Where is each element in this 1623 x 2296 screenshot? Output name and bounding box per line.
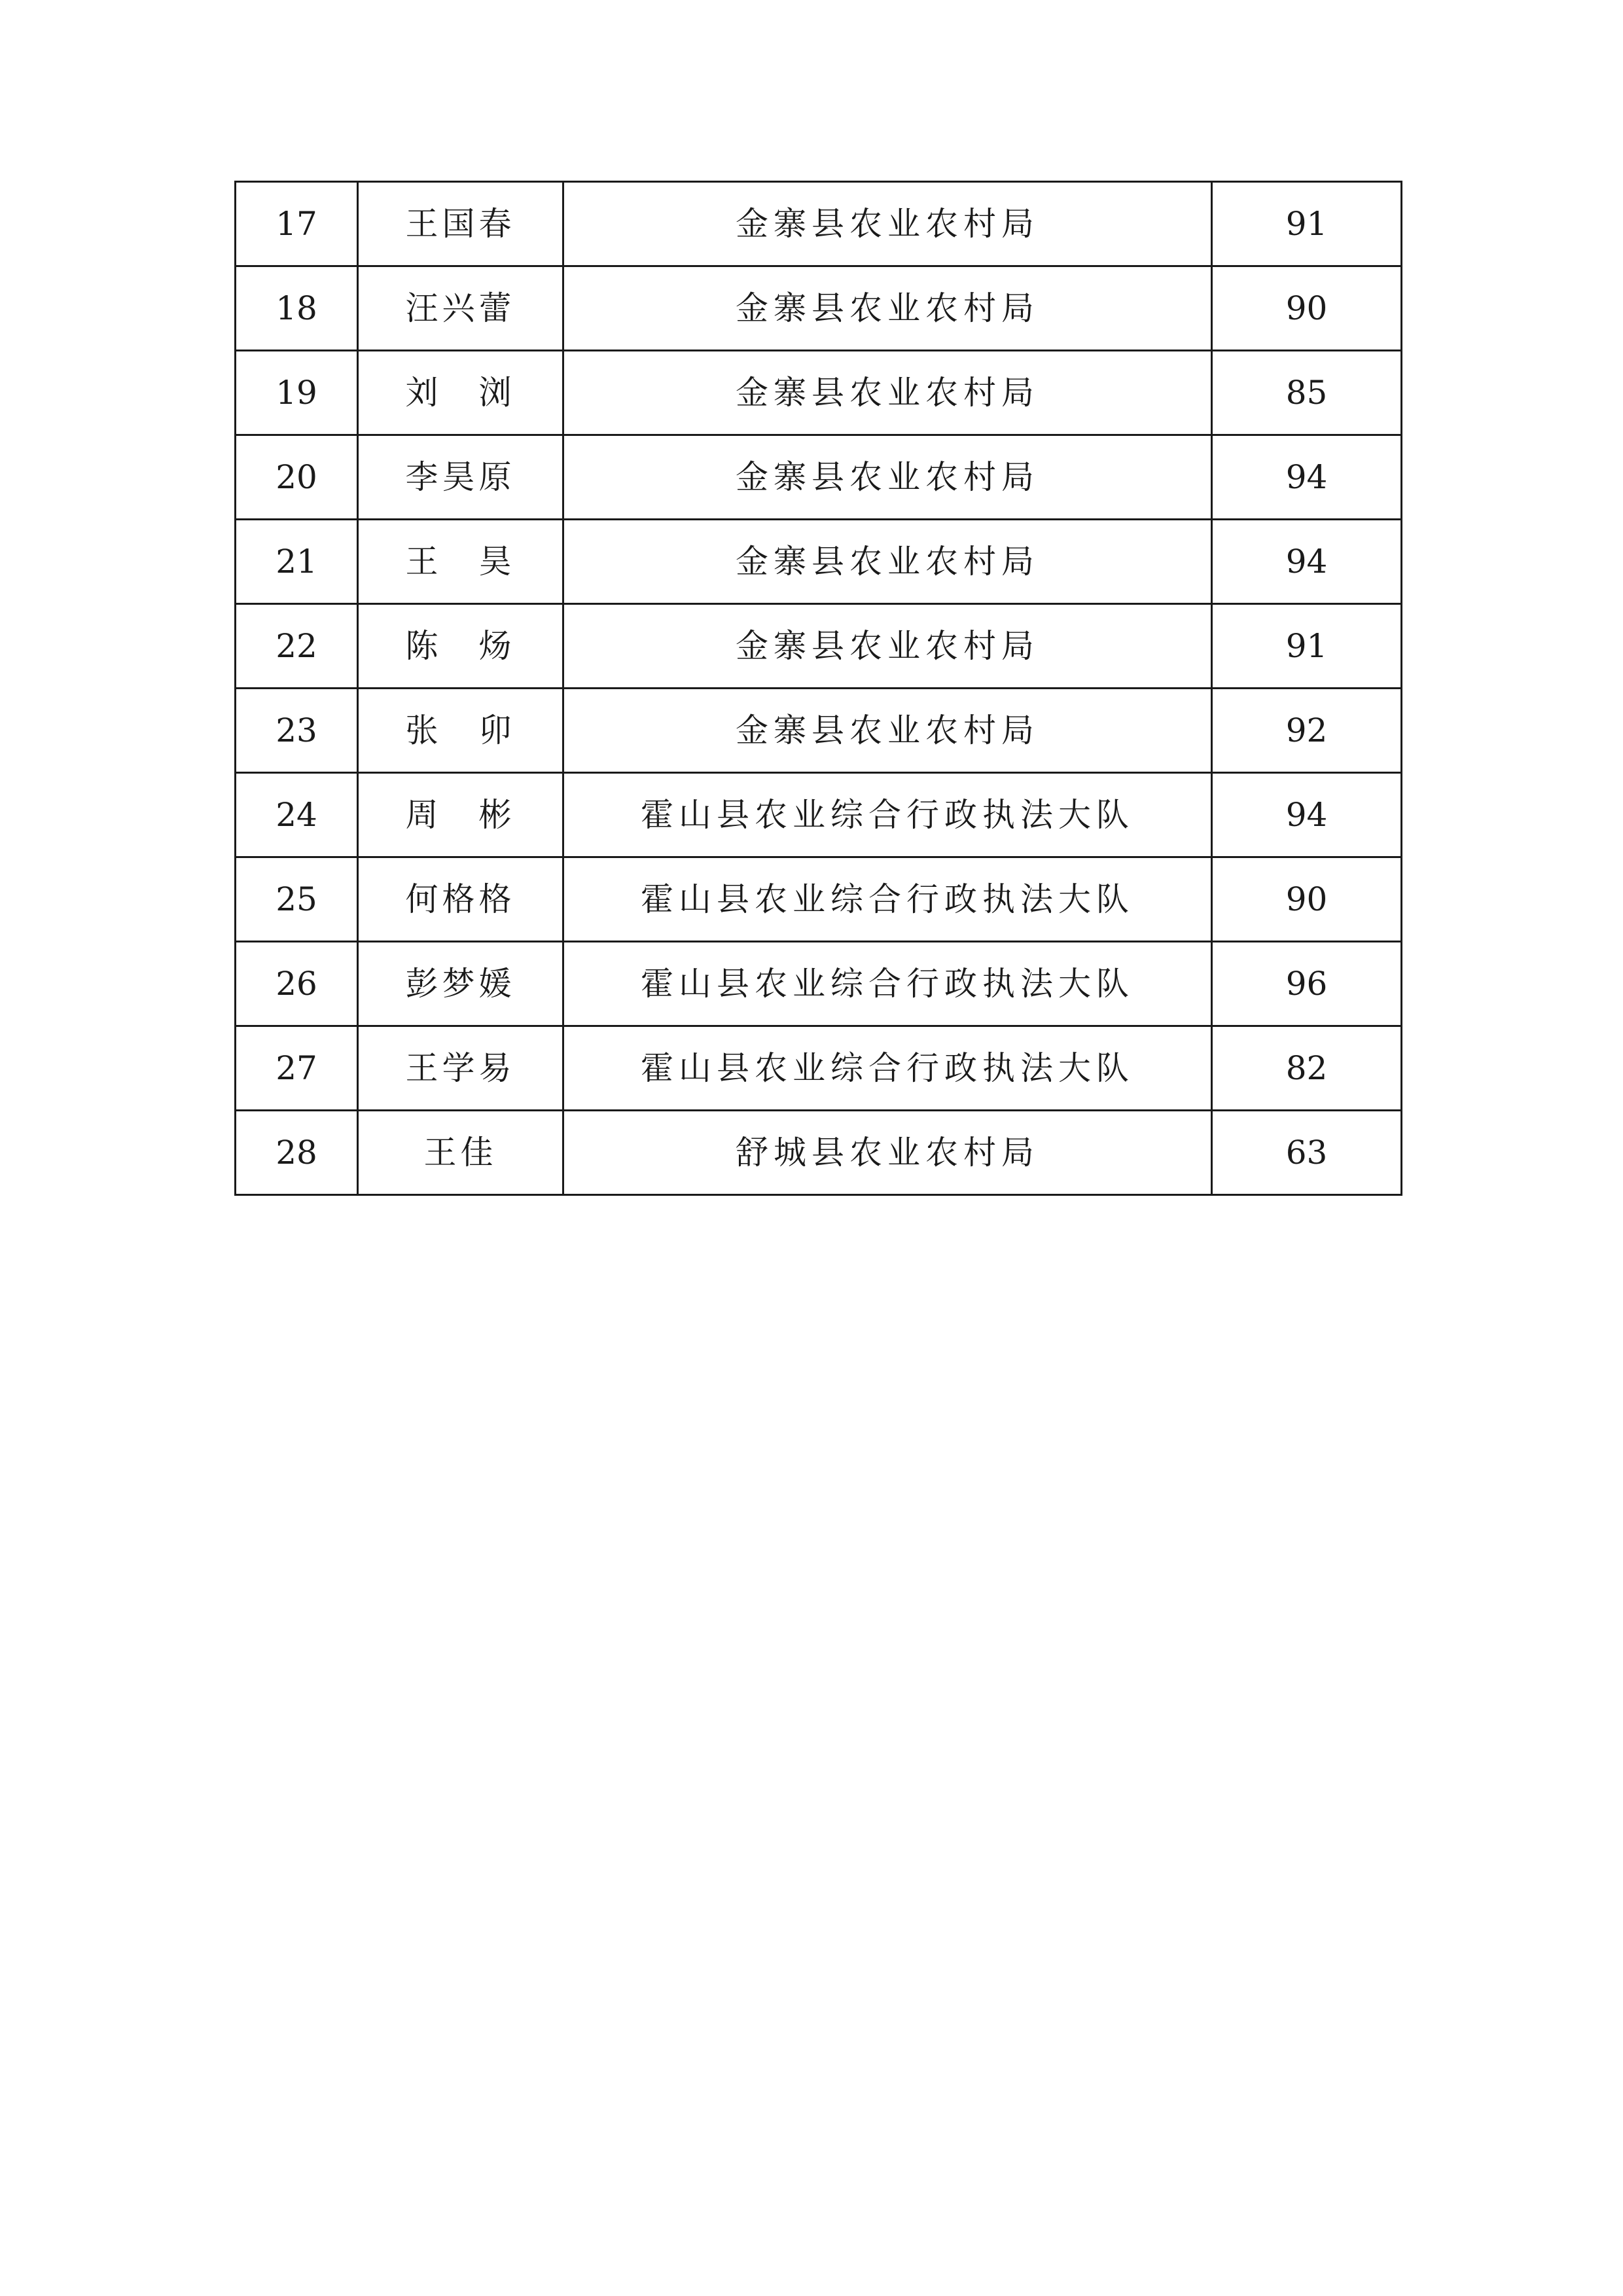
unit-cell: 金寨县农业农村局	[563, 266, 1212, 351]
score-cell: 90	[1212, 857, 1402, 942]
score-cell: 94	[1212, 520, 1402, 604]
name-cell: 何格格	[358, 857, 563, 942]
table-row	[236, 857, 1402, 942]
name-cell: 王 昊	[358, 520, 563, 604]
row-number-cell: 21	[236, 520, 358, 604]
name-cell: 张 卯	[358, 689, 563, 773]
name-cell: 李昊原	[358, 435, 563, 520]
row-number-cell: 25	[236, 857, 358, 942]
unit-cell: 霍山县农业综合行政执法大队	[563, 1026, 1212, 1111]
row-number-cell: 24	[236, 773, 358, 857]
score-cell: 92	[1212, 689, 1402, 773]
unit-cell: 金寨县农业农村局	[563, 351, 1212, 435]
score-cell: 91	[1212, 604, 1402, 689]
table-row	[236, 604, 1402, 689]
unit-cell: 金寨县农业农村局	[563, 182, 1212, 266]
score-cell: 96	[1212, 942, 1402, 1026]
table-row	[236, 266, 1402, 351]
table-row	[236, 1026, 1402, 1111]
name-cell: 刘 浏	[358, 351, 563, 435]
unit-cell: 金寨县农业农村局	[563, 520, 1212, 604]
score-cell: 85	[1212, 351, 1402, 435]
score-cell: 63	[1212, 1111, 1402, 1195]
unit-cell: 金寨县农业农村局	[563, 604, 1212, 689]
table-row	[236, 520, 1402, 604]
unit-cell: 金寨县农业农村局	[563, 689, 1212, 773]
row-number-cell: 20	[236, 435, 358, 520]
table-row	[236, 182, 1402, 266]
row-number-cell: 23	[236, 689, 358, 773]
name-cell: 陈 炀	[358, 604, 563, 689]
row-number-cell: 27	[236, 1026, 358, 1111]
name-cell: 汪兴蕾	[358, 266, 563, 351]
unit-cell: 霍山县农业综合行政执法大队	[563, 857, 1212, 942]
unit-cell: 霍山县农业综合行政执法大队	[563, 942, 1212, 1026]
row-number-cell: 17	[236, 182, 358, 266]
name-cell: 周 彬	[358, 773, 563, 857]
name-cell: 王学易	[358, 1026, 563, 1111]
row-number-cell: 22	[236, 604, 358, 689]
table-row	[236, 689, 1402, 773]
unit-cell: 舒城县农业农村局	[563, 1111, 1212, 1195]
score-cell: 82	[1212, 1026, 1402, 1111]
table-row	[236, 773, 1402, 857]
row-number-cell: 19	[236, 351, 358, 435]
score-cell: 91	[1212, 182, 1402, 266]
row-number-cell: 28	[236, 1111, 358, 1195]
score-cell: 94	[1212, 773, 1402, 857]
row-number-cell: 18	[236, 266, 358, 351]
table-row	[236, 942, 1402, 1026]
score-cell: 94	[1212, 435, 1402, 520]
table-row	[236, 435, 1402, 520]
name-cell: 王佳	[358, 1111, 563, 1195]
score-cell: 90	[1212, 266, 1402, 351]
unit-cell: 霍山县农业综合行政执法大队	[563, 773, 1212, 857]
unit-cell: 金寨县农业农村局	[563, 435, 1212, 520]
row-number-cell: 26	[236, 942, 358, 1026]
table-row	[236, 351, 1402, 435]
score-table	[234, 181, 1402, 1196]
name-cell: 王国春	[358, 182, 563, 266]
table-row	[236, 1111, 1402, 1195]
name-cell: 彭梦媛	[358, 942, 563, 1026]
